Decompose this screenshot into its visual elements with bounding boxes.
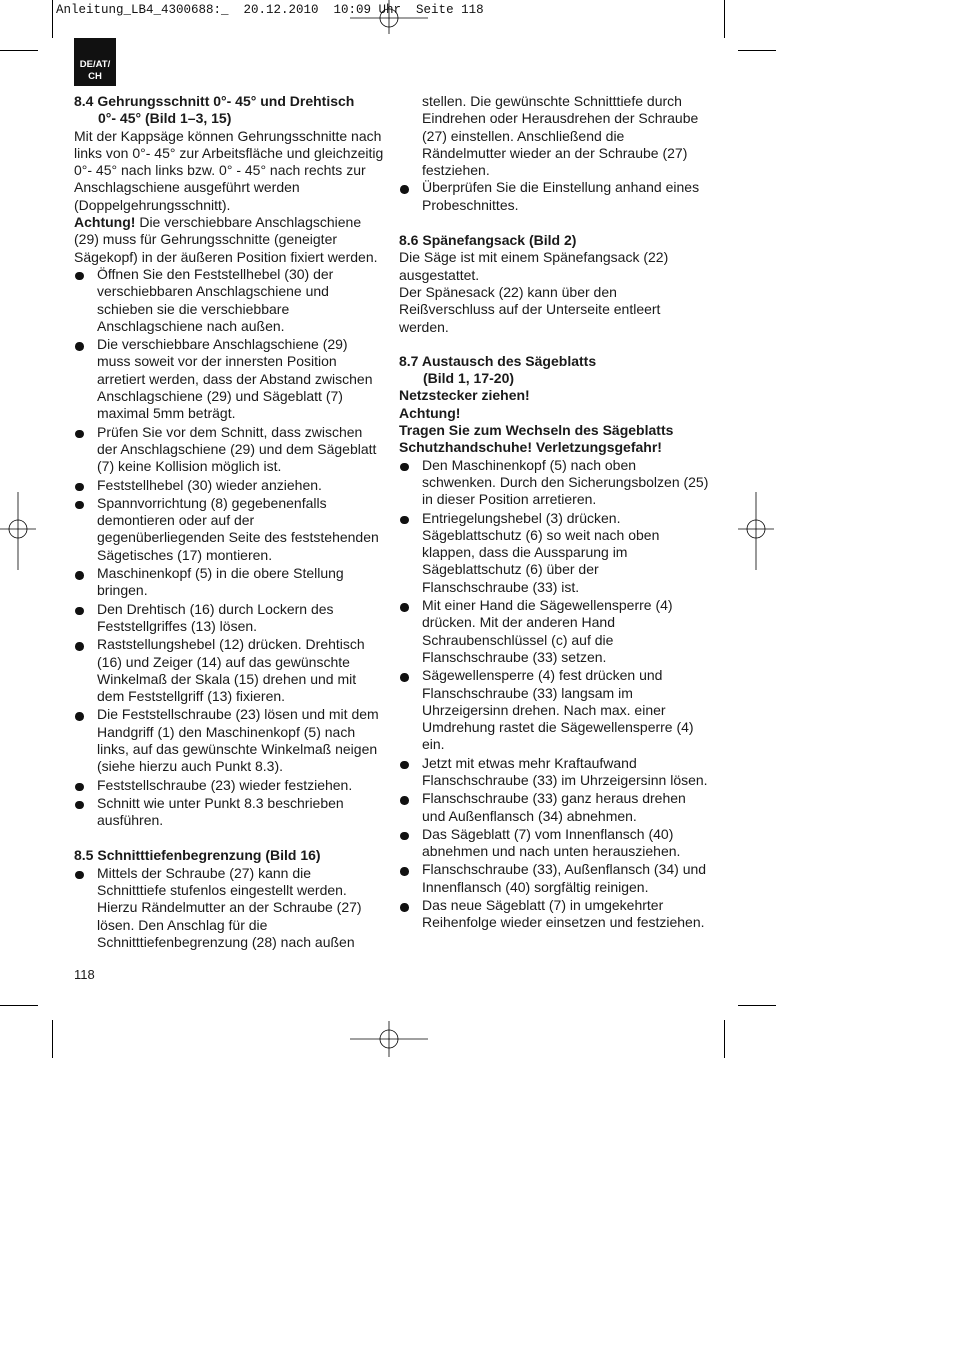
section-8-4-heading-line: 8.4 Gehrungsschnitt 0°- 45° und Drehtisch	[74, 93, 355, 109]
section-8-5-continuation: stellen. Die gewünschte Schnitttiefe durch Eindrehen oder Herausdrehen der Schraube (27) einstellen. Anschließend die Rändelmutter wieder an der Schraube (27) festziehen.	[422, 93, 699, 179]
bullet-icon	[75, 501, 84, 510]
bullet-item	[399, 510, 709, 596]
section-8-5-steps	[74, 865, 384, 951]
bullet-text: Den Drehtisch (16) durch Lockern des Feststellgriffes (13) lösen.	[97, 600, 334, 634]
bullet-text: Feststellhebel (30) wieder anziehen.	[97, 476, 322, 493]
language-tab	[74, 38, 116, 86]
section-8-7-warning: Achtung!	[399, 404, 461, 421]
bullet-text: Prüfen Sie vor dem Schnitt, dass zwischen der Anschlagschiene (29) und dem Sägeblatt (7) keine Kollision möglich ist.	[97, 423, 377, 475]
bullet-text: Das neue Sägeblatt (7) in umgekehrter Reihenfolge wieder einsetzen und festziehen.	[422, 897, 705, 931]
bullet-text: Feststellschraube (23) wieder festziehen.	[97, 776, 353, 793]
section-8-4-heading-line: 0°- 45° (Bild 1–3, 15)	[98, 110, 232, 127]
bullet-item	[74, 336, 384, 422]
bullet-icon	[75, 430, 84, 439]
section-8-4-steps	[74, 266, 384, 830]
bullet-text: Raststellungshebel (12) drücken. Drehtisch (16) und Zeiger (14) auf das gewünschte Winkelmaß der Skala (15) drehen und mit dem Feststellgriff (13) fixieren.	[97, 636, 365, 705]
bullet-item	[399, 790, 709, 825]
section-8-5-heading: 8.5 Schnitttiefenbegrenzung (Bild 16)	[74, 847, 321, 864]
bullet-text: Mit einer Hand die Sägewellensperre (4) drücken. Mit der anderen Hand Schraubenschlüssel (c) auf die Flanschschraube (33) setzen.	[422, 597, 673, 665]
crop-mark	[52, 0, 53, 38]
bullet-item	[399, 861, 709, 896]
bullet-icon	[75, 642, 84, 651]
bullet-icon	[75, 783, 84, 792]
bullet-text: Schnitt wie unter Punkt 8.3 beschrieben ausführen.	[97, 794, 344, 829]
bullet-icon	[400, 603, 409, 612]
bullet-item	[74, 424, 384, 476]
bullet-text: Flanschschraube (33), Außenflansch (34) und Innenflansch (40) sorgfältig reinigen.	[422, 861, 707, 895]
bullet-item	[74, 565, 384, 600]
crop-mark	[724, 0, 725, 38]
bullet-text: Sägewellensperre (4) fest drücken und Flanschschraube (33) langsam im Uhrzeigersinn drehen. Nach max. einer Umdrehung rastet die Sägewellensperre (4) ein.	[422, 667, 694, 753]
language-tab-line: CH	[88, 71, 102, 82]
bullet-icon	[75, 571, 84, 580]
section-8-7-steps	[399, 457, 709, 932]
section-8-7-warning: Tragen Sie zum Wechseln des Sägeblatts Schutzhandschuhe! Verletzungsgefahr!	[399, 422, 674, 456]
language-tab-line: DE/AT/	[79, 59, 111, 70]
bullet-item	[74, 795, 384, 830]
print-slug-line: Anleitung_LB4_4300688:_ 20.12.2010 10:09 Uhr Seite 118	[56, 3, 484, 17]
registration-mark-right	[738, 492, 774, 570]
bullet-text: Mittels der Schraube (27) kann die Schnitttiefe stufenlos eingestellt werden. Hierzu Rändelmutter an der Schraube (27) lösen. Den Anschlag für die Schnitttiefenbegrenzung (28) nach außen	[97, 864, 362, 950]
bullet-item	[74, 636, 384, 705]
bullet-icon	[400, 832, 409, 841]
registration-mark-bottom	[350, 1021, 428, 1057]
section-8-4-intro: Mit der Kappsäge können Gehrungsschnitte nach links von 0°- 45° zur Arbeitsfläche und gleichzeitig 0°- 45° nach links bzw. 0° - 45° nach rechts zur Anschlagschiene ausgeführt werden (Doppelgehrungsschnitt).	[74, 127, 384, 213]
bullet-item	[399, 457, 709, 509]
bullet-text: Die verschiebbare Anschlagschiene (29) muss soweit vor der innersten Position arretiert werden, dass der Abstand zwischen Anschlagschiene (29) und Sägeblatt (7) maximal 5mm beträgt.	[97, 336, 373, 422]
bullet-text: Flanschschraube (33) ganz heraus drehen und Außenflansch (34) abnehmen.	[422, 790, 686, 824]
bullet-item	[74, 495, 384, 564]
bullet-icon	[75, 871, 84, 880]
section-8-6-heading: 8.6 Spänefangsack (Bild 2)	[399, 232, 577, 249]
registration-mark-left	[0, 492, 36, 570]
bullet-item	[74, 601, 384, 636]
bullet-icon	[400, 903, 409, 912]
bullet-item	[74, 477, 384, 494]
section-8-6-text: Die Säge ist mit einem Spänefangsack (22) ausgestattet.	[399, 249, 669, 283]
bullet-text: Öffnen Sie den Feststellhebel (30) der verschiebbaren Anschlagschiene und schieben sie die verschiebbare Anschlagschiene nach außen.	[97, 265, 334, 334]
bullet-icon	[400, 761, 409, 770]
bullet-icon	[75, 801, 84, 810]
bullet-item	[74, 865, 384, 951]
section-8-7-heading-line: 8.7 Austausch des Sägeblatts	[399, 352, 597, 369]
bullet-text: Die Feststellschraube (23) lösen und mit dem Handgriff (1) den Maschinenkopf (5) nach links, auf das gewünschte Winkelmaß neigen (siehe hierzu auch Punkt 8.3).	[97, 706, 379, 775]
bullet-text: Überprüfen Sie die Einstellung anhand eines Probeschnittes.	[422, 179, 700, 213]
crop-mark	[0, 50, 38, 51]
registration-mark-top	[350, 0, 428, 34]
bullet-icon	[400, 516, 409, 525]
bullet-item	[74, 777, 384, 794]
section-8-7-warning: Netzstecker ziehen!	[399, 387, 530, 404]
bullet-icon	[75, 483, 84, 492]
crop-mark	[738, 1005, 776, 1006]
bullet-item	[74, 266, 384, 335]
bullet-item	[399, 179, 709, 214]
crop-mark	[724, 1020, 725, 1058]
bullet-icon	[400, 796, 409, 805]
bullet-item	[74, 706, 384, 775]
bullet-item	[399, 897, 709, 932]
bullet-icon	[75, 712, 84, 721]
warning-text: Die verschiebbare Anschlagschiene (29) muss für Gehrungsschnitte (geneigter Sägekopf) in der äußeren Position fixiert werden.	[74, 214, 378, 265]
bullet-text: Den Maschinenkopf (5) nach oben schwenken. Durch den Sicherungsbolzen (25) in dieser Position arretieren.	[422, 456, 709, 508]
bullet-text: Maschinenkopf (5) in die obere Stellung bringen.	[97, 565, 344, 599]
bullet-item	[399, 597, 709, 666]
bullet-item	[399, 826, 709, 861]
bullet-text: Spannvorrichtung (8) gegebenenfalls demontieren oder auf der gegenüberliegenden Seite des feststehenden Sägetisches (17) montieren.	[97, 494, 379, 563]
bullet-text: Jetzt mit etwas mehr Kraftaufwand Flanschschraube (33) im Uhrzeigersinn lösen.	[422, 754, 708, 788]
warning-label: Achtung!	[74, 214, 136, 231]
section-8-4-heading	[74, 93, 384, 128]
bullet-icon	[400, 185, 409, 194]
crop-mark	[52, 1020, 53, 1058]
section-8-6-text: Der Spänesack (22) kann über den Reißverschluss auf der Unterseite entleert werden.	[399, 283, 661, 335]
bullet-icon	[75, 607, 84, 616]
section-8-7-heading	[399, 353, 709, 388]
section-8-4-warning	[74, 214, 384, 266]
bullet-icon	[400, 673, 409, 682]
bullet-icon	[75, 272, 84, 281]
bullet-item	[399, 755, 709, 790]
bullet-text: Entriegelungshebel (3) drücken. Sägeblattschutz (6) so weit nach oben klappen, dass die Aussparung im Sägeblattschutz (6) über der Flanschschraube (33) ist.	[422, 509, 660, 595]
crop-mark	[0, 1005, 38, 1006]
bullet-icon	[75, 342, 84, 351]
section-8-7-heading-line: (Bild 1, 17-20)	[423, 370, 515, 387]
right-column	[399, 93, 709, 933]
bullet-icon	[400, 867, 409, 876]
bullet-item	[399, 667, 709, 753]
crop-mark	[738, 50, 776, 51]
bullet-icon	[400, 463, 409, 472]
bullet-text: Das Sägeblatt (7) vom Innenflansch (40) abnehmen und nach unten herausziehen.	[422, 825, 681, 860]
left-column	[74, 93, 384, 952]
section-8-5-steps-continued	[399, 179, 709, 214]
page-number: 118	[74, 967, 95, 982]
